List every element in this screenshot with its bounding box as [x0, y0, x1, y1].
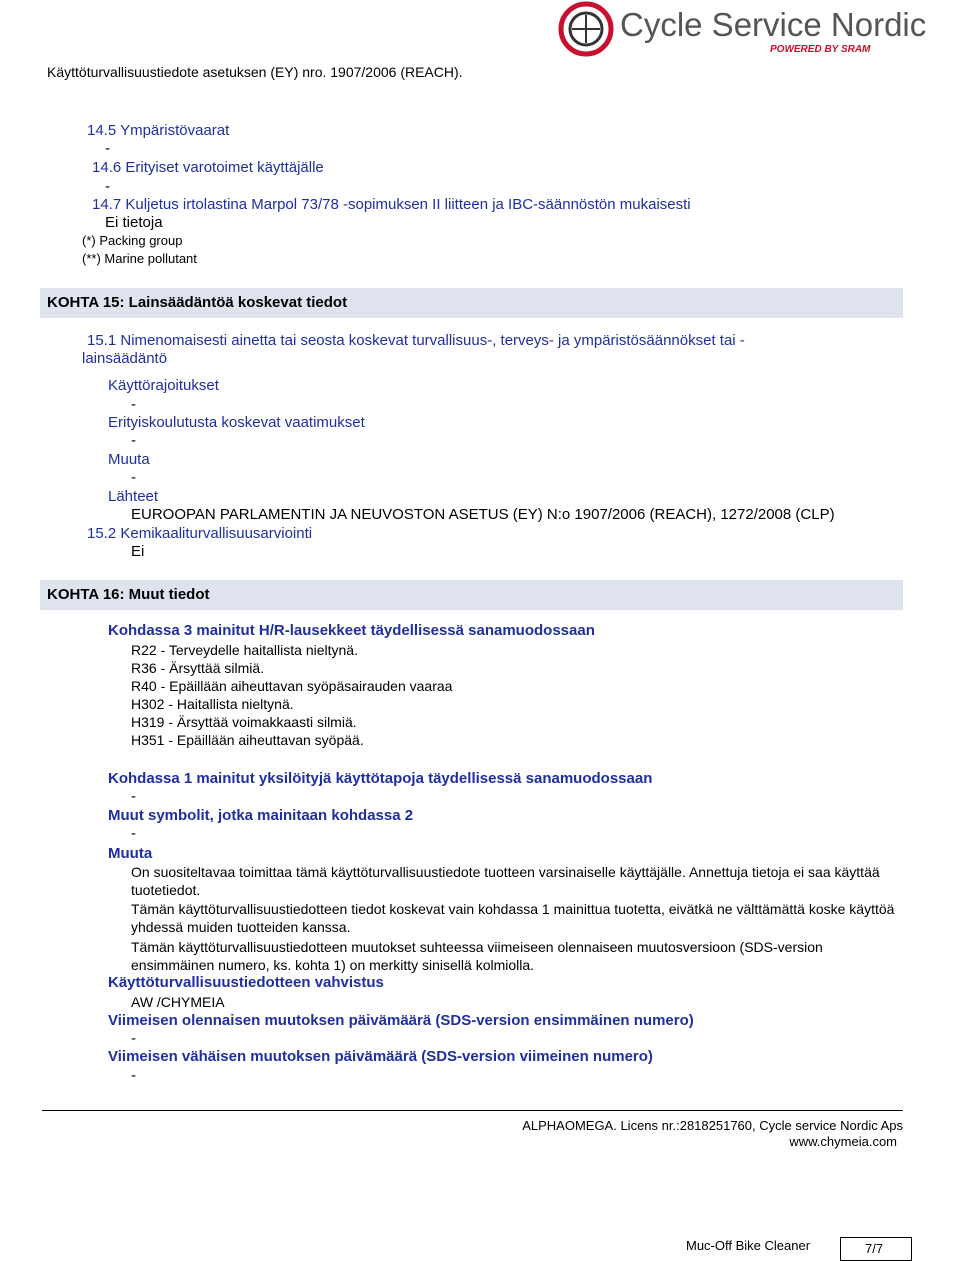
dash: - [131, 469, 136, 486]
page-number-box [840, 1237, 912, 1261]
page-number: 7/7 [865, 1241, 884, 1256]
note-marine-pollutant: (**) Marine pollutant [82, 251, 197, 266]
value-ei-tietoja: Ei tietoja [105, 214, 163, 231]
section-15-bar [40, 288, 903, 318]
paragraph-scope: Tämän käyttöturvallisuustiedotteen tiedot koskevat vain kohdassa 1 mainittua tuotetta, eivätkä ne välttämättä koske käyttöä yhdessä muiden tuotteiden kanssa. [131, 901, 895, 935]
dash: - [131, 788, 136, 805]
hazard-phrase-list [131, 641, 452, 749]
heading-15-1: 15.1 Nimenomaisesti ainetta tai seosta koskevat turvallisuus-, terveys- ja ympäristösäännökset tai - [87, 332, 745, 349]
bike-wheel-icon [558, 0, 618, 58]
dash: - [131, 432, 136, 449]
heading-vahvistus: Käyttöturvallisuustiedotteen vahvistus [108, 974, 384, 991]
heading-15-1-cont: lainsäädäntö [82, 350, 168, 367]
hazard-phrase: H351 - Epäillään aiheuttavan syöpää. [131, 732, 364, 748]
hazard-phrase: R22 - Terveydelle haitallista nieltynä. [131, 642, 358, 658]
heading-15-2: 15.2 Kemikaaliturvallisuusarviointi [87, 525, 313, 542]
footer-website: www.chymeia.com [789, 1134, 897, 1149]
heading-kohdassa-3: Kohdassa 3 mainitut H/R-lausekkeet täydellisessä sanamuodossaan [108, 622, 595, 639]
section-16-bar [40, 580, 903, 610]
heading-lahteet: Lähteet [108, 488, 159, 505]
heading-muuta: Muuta [108, 451, 150, 468]
dash: - [131, 396, 136, 413]
dash: - [105, 140, 110, 157]
heading-major-change-date: Viimeisen olennaisen muutoksen päivämäärä (SDS-version ensimmäinen numero) [108, 1012, 694, 1029]
dash: - [105, 178, 110, 195]
value-validator: AW /CHYMEIA [131, 994, 225, 1010]
dash: - [131, 1067, 136, 1084]
section-16-title: KOHTA 16: Muut tiedot [47, 586, 210, 603]
paragraph-changes: Tämän käyttöturvallisuustiedotteen muutokset suhteessa viimeiseen olennaiseen muutosversioon (SDS-version ensimmäinen numero, ks. kohta 1) on merkitty sinisellä kolmiolla. [131, 939, 823, 973]
footer-product-name: Muc-Off Bike Cleaner [686, 1238, 811, 1253]
dash: - [131, 825, 136, 842]
footer-licence: ALPHAOMEGA. Licens nr.:2818251760, Cycle service Nordic Aps [522, 1118, 903, 1133]
heading-muuta-16: Muuta [108, 845, 153, 862]
heading-muut-symbolit: Muut symbolit, jotka mainitaan kohdassa 2 [108, 807, 414, 824]
heading-kohdassa-1: Kohdassa 1 mainitut yksilöityjä käyttötapoja täydellisessä sanamuodossaan [108, 770, 653, 787]
section-15-title: KOHTA 15: Lainsäädäntöä koskevat tiedot [47, 294, 348, 311]
heading-14-7: 14.7 Kuljetus irtolastina Marpol 73/78 -sopimuksen II liitteen ja IBC-säännöstön mukaisesti [92, 196, 691, 213]
heading-14-6: 14.6 Erityiset varotoimet käyttäjälle [92, 159, 324, 176]
logo-name: Cycle Service Nordic [620, 6, 927, 43]
hazard-phrase: H319 - Ärsyttää voimakkaasti silmiä. [131, 714, 357, 730]
heading-erityiskoulutus: Erityiskoulutusta koskevat vaatimukset [108, 414, 365, 431]
hazard-phrase: R40 - Epäillään aiheuttavan syöpäsairauden vaaraa [131, 678, 453, 694]
logo-tagline: POWERED BY SRAM [770, 44, 871, 55]
heading-minor-change-date: Viimeisen vähäisen muutoksen päivämäärä (SDS-version viimeinen numero) [108, 1048, 653, 1065]
note-packing-group: (*) Packing group [82, 233, 183, 248]
dash: - [131, 1030, 136, 1047]
eu-regulation-reference: EUROOPAN PARLAMENTIN JA NEUVOSTON ASETUS (EY) N:o 1907/2006 (REACH), 1272/2008 (CLP) [131, 506, 835, 523]
heading-kayttorajoitukset: Käyttörajoitukset [108, 377, 219, 394]
company-logo [558, 0, 927, 60]
paragraph-recommendation: On suositeltavaa toimittaa tämä käyttöturvallisuustiedote tuotteen varsinaiselle käyttäjälle. Annettuja tietoja ei saa käyttää tuotetiedot. [131, 864, 880, 898]
document-title: Käyttöturvallisuustiedote asetuksen (EY) nro. 1907/2006 (REACH). [47, 64, 463, 80]
value-ei: Ei [131, 543, 145, 560]
heading-14-5: 14.5 Ympäristövaarat [87, 122, 230, 139]
footer-divider [42, 1110, 903, 1111]
hazard-phrase: R36 - Ärsyttää silmiä. [131, 660, 265, 676]
hazard-phrase: H302 - Haitallista nieltynä. [131, 696, 294, 712]
